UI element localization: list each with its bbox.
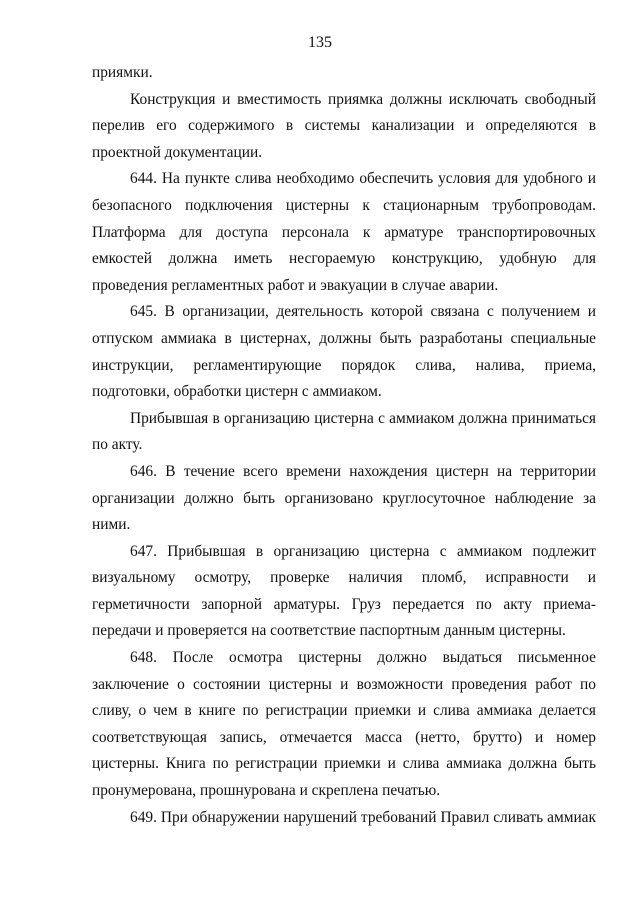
paragraph-644: 644. На пункте слива необходимо обеспечить условия для удобного и безопасного подключения цистерны к стационарным трубопроводам. Платформа для доступа персонала к арматуре транспортировочных емкостей должна иметь несгораемую конструкцию, удобную для проведения регламентных работ и эвакуации в случае аварии. <box>92 170 596 294</box>
document-body <box>92 60 596 831</box>
paragraph-645: 645. В организации, деятельность которой связана с получением и отпуском аммиака в цистернах, должны быть разработаны специальные инструкции, регламентирующие порядок слива, налива, приема, подготовки, обработки цистерн с аммиаком. <box>92 303 596 401</box>
paragraph-continuation: приямки. <box>92 64 153 81</box>
page-number: 135 <box>308 34 332 51</box>
paragraph-646: 646. В течение всего времени нахождения цистерн на территории организации должно быть организовано круглосуточное наблюдение за ними. <box>92 462 596 534</box>
paragraph-acceptance: Прибывшая в организацию цистерна с аммиаком должна приниматься по акту. <box>92 409 596 454</box>
paragraph-648: 648. После осмотра цистерны должно выдаться письменное заключение о состоянии цистерны и возможности проведения работ по сливу, о чем в книге по регистрации приемки и слива аммиака делается соответствующая запись, отмечается масса (нетто, брутто) и номер цистерны. Книга по регистрации приемки и слива аммиака должна быть пронумерована, прошнурована и скреплена печатью. <box>92 649 596 800</box>
paragraph-649: 649. При обнаружении нарушений требований Правил сливать аммиак <box>130 808 596 826</box>
paragraph-sump-design: Конструкция и вместимость приямка должны исключать свободный перелив его содержимого в системы канализации и определяются в проектной документации. <box>92 90 596 161</box>
paragraph-647: 647. Прибывшая в организацию цистерна с аммиаком подлежит визуальному осмотру, проверке наличия пломб, исправности и герметичности запорной арматуры. Груз передается по акту приема-передачи и проверяется на соответствие паспортным данным цистерны. <box>92 542 596 640</box>
